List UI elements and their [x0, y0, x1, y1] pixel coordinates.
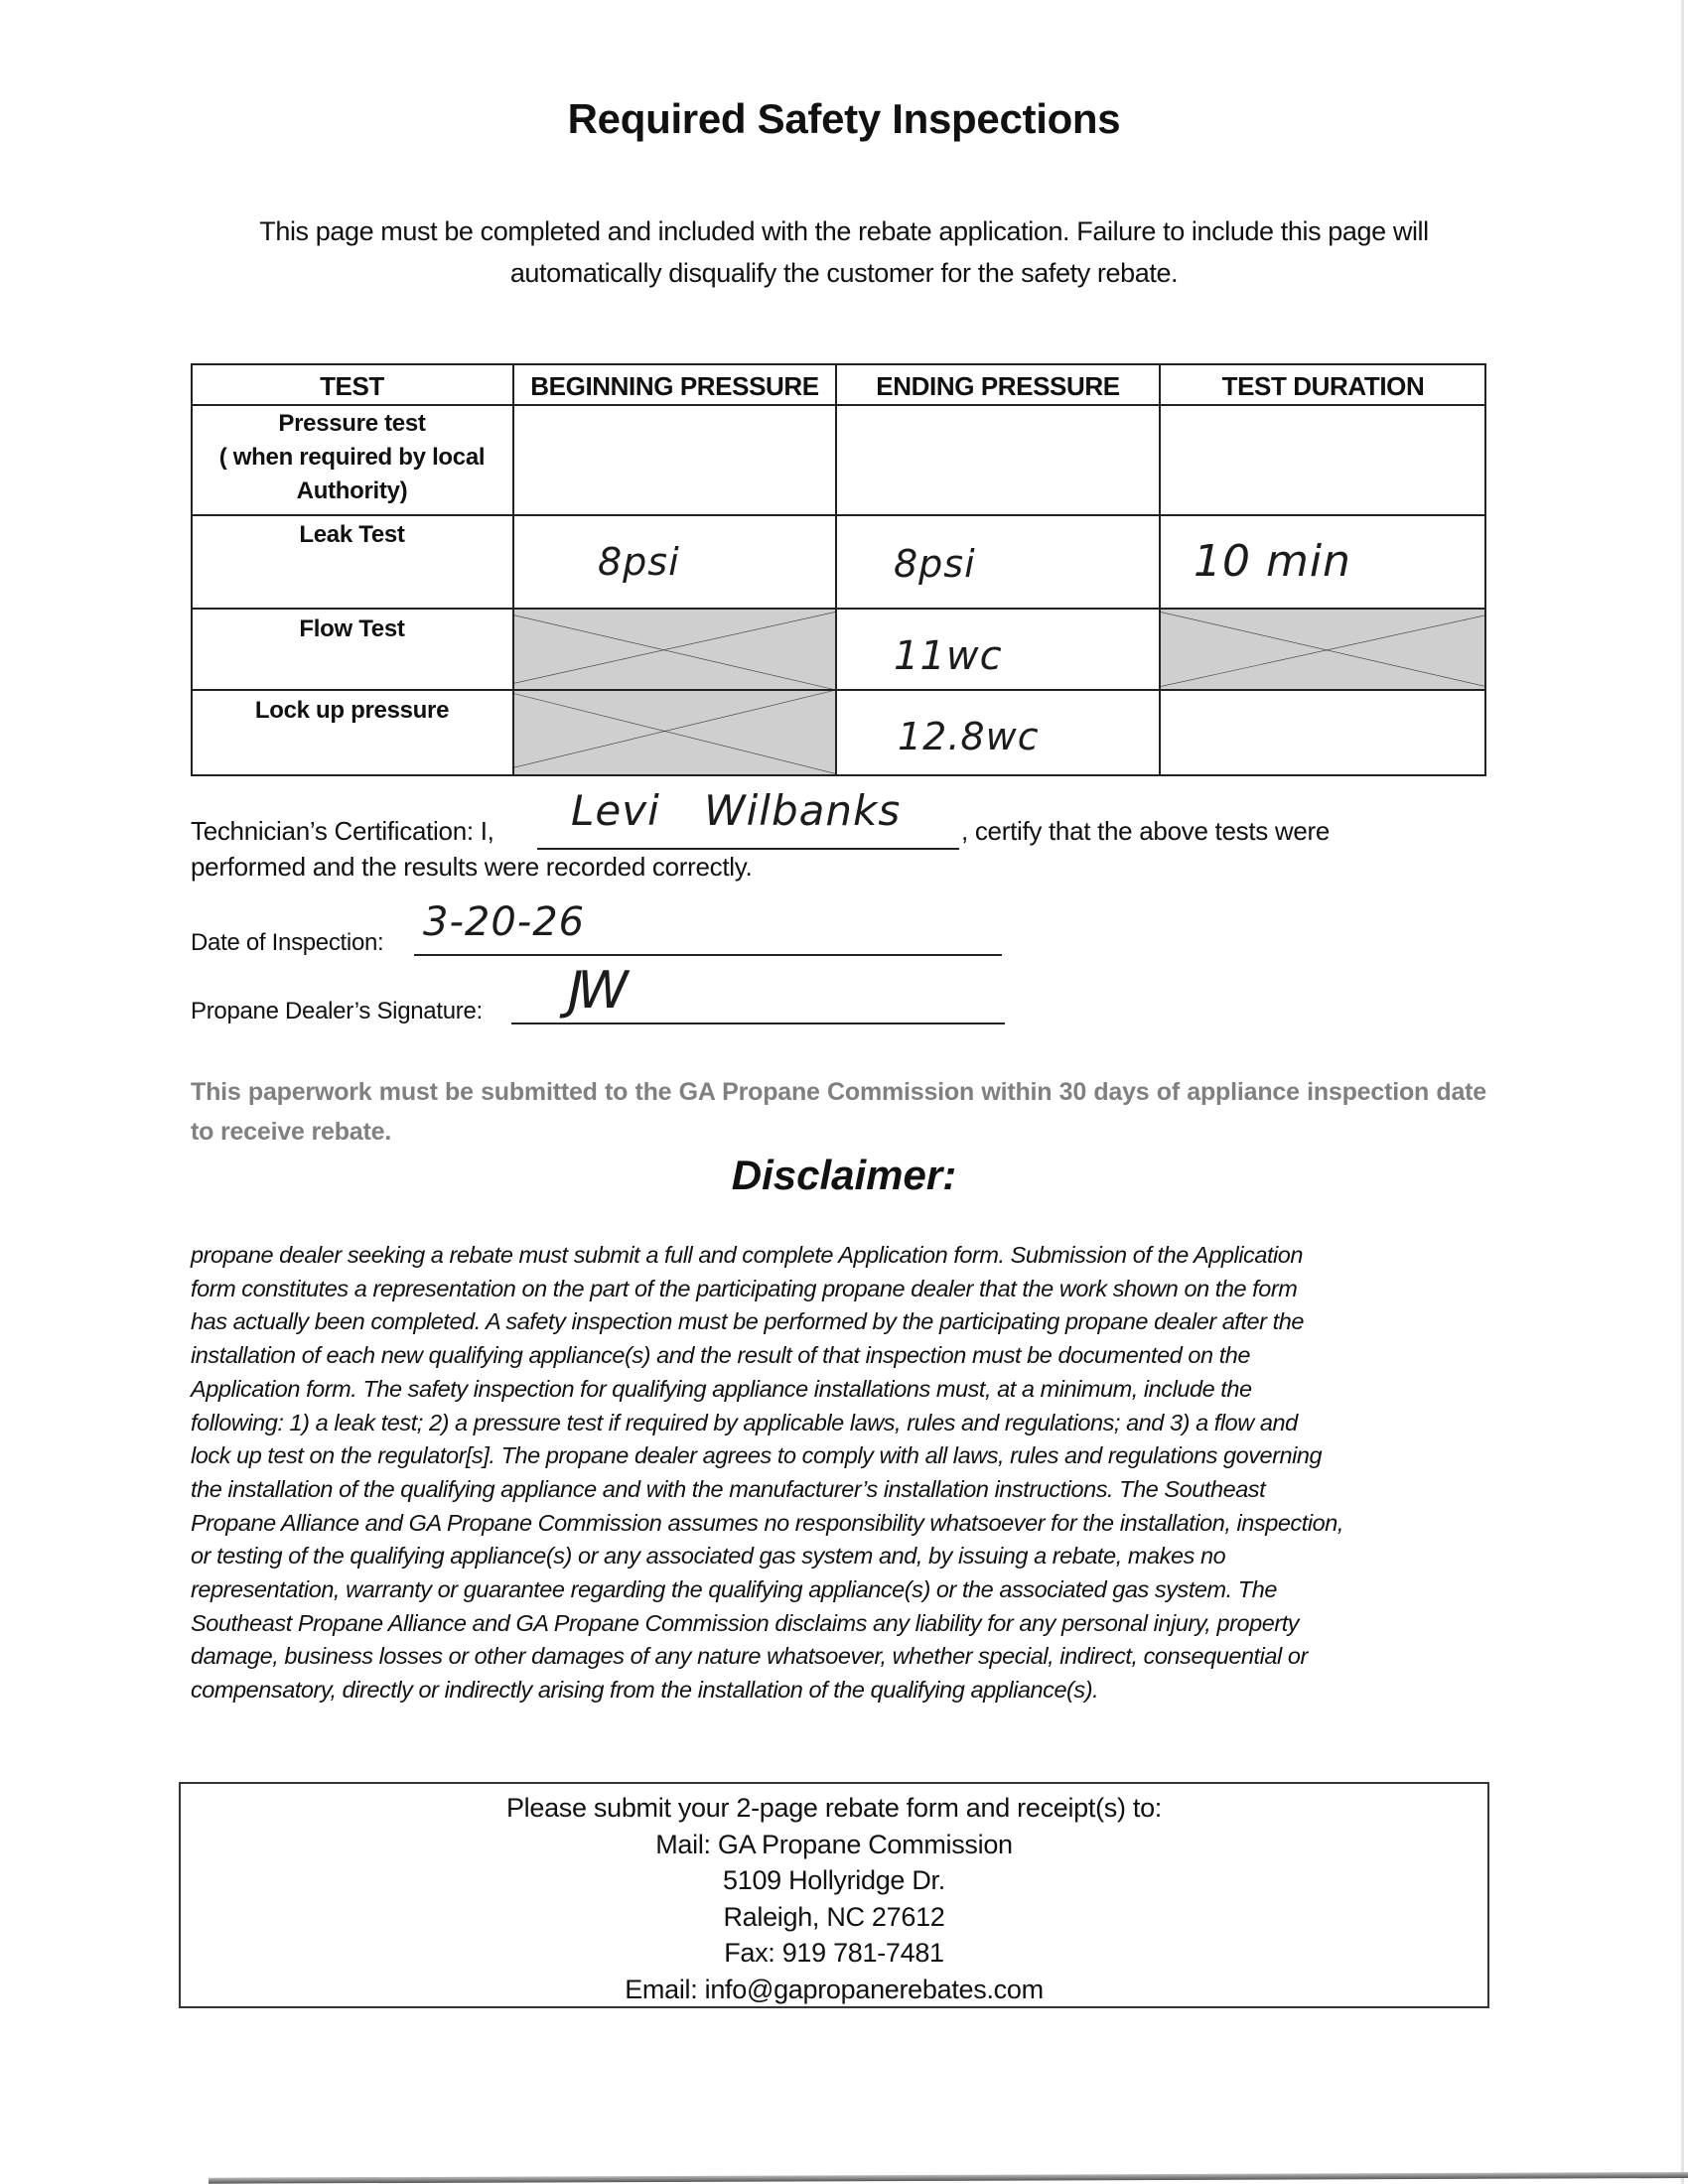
na-cell-flow-duration [1160, 609, 1486, 690]
row-label-line: Pressure test [278, 410, 426, 437]
submission-deadline-notice: This paperwork must be submitted to the GA Propane Commission within 30 days of appliance inspection date to receive rebate. [191, 1078, 1486, 1146]
submission-heading: Please submit your 2-page rebate form and receipt(s) to: [505, 1793, 1163, 1823]
disclaimer-body [191, 1239, 1496, 1707]
cross-mark-icon [513, 690, 836, 776]
disclaimer-line: following: 1) a leak test; 2) a pressure test if required by applicable laws, rules and regulations; and 3) a flow and [191, 1409, 1298, 1435]
submission-address-box [179, 1782, 1489, 2008]
date-underline [414, 954, 1002, 956]
scan-edge-bottom [209, 2172, 1688, 2184]
row-label-pressure-test [191, 407, 513, 508]
mail-recipient: Mail: GA Propane Commission [655, 1829, 1013, 1859]
leak-ending-pressure-value[interactable]: 8psi [894, 542, 976, 586]
leak-beginning-pressure-value[interactable]: 8psi [598, 540, 680, 584]
street-address: 5109 Hollyridge Dr. [723, 1865, 945, 1895]
row-label-leak-test: Leak Test [299, 521, 405, 548]
date-of-inspection-label: Date of Inspection: [191, 929, 384, 956]
signature-underline [511, 1023, 1005, 1024]
header-test: TEST [320, 371, 384, 401]
row-label-lock-up-pressure: Lock up pressure [254, 697, 450, 724]
row-label-flow-test: Flow Test [299, 615, 405, 642]
dealer-signature-field[interactable]: JW [568, 961, 623, 1021]
disclaimer-line: the installation of the qualifying appliance and with the manufacturer’s installation instructions. The Southeast [191, 1475, 1266, 1502]
certification-suffix: , certify that the above tests were [961, 816, 1331, 846]
cross-mark-icon [1160, 609, 1486, 690]
row-label-line: ( when required by local [218, 444, 486, 471]
na-cell-lockup-beginning [513, 690, 836, 776]
certification-prefix: Technician’s Certification: I, [191, 816, 494, 846]
disclaimer-line: Propane Alliance and GA Propane Commission assumes no responsibility whatsoever for the installation, inspection, [191, 1509, 1343, 1536]
header-beginning-pressure: BEGINNING PRESSURE [530, 371, 819, 401]
date-of-inspection-field[interactable]: 3-20-26 [423, 899, 586, 945]
pressure-ending-value[interactable] [836, 406, 1159, 513]
scan-edge-right [1681, 0, 1684, 2184]
row-label-line: Authority) [296, 478, 408, 504]
disclaimer-line: Southeast Propane Alliance and GA Propane Commission disclaims any liability for any personal injury, property [191, 1609, 1300, 1636]
disclaimer-line: propane dealer seeking a rebate must submit a full and complete Application form. Submission of the Application [191, 1242, 1304, 1268]
dealer-signature-label: Propane Dealer’s Signature: [191, 998, 483, 1024]
technician-name-underline [537, 848, 959, 850]
certification-line-1 [191, 816, 494, 847]
inspection-table [191, 363, 1486, 776]
disclaimer-line: or testing of the qualifying appliance(s) or any associated gas system and, by issuing a rebate, makes no [191, 1543, 1226, 1570]
table-border-bottom [191, 774, 1486, 776]
flow-ending-pressure-value[interactable]: 11wc [894, 633, 1003, 679]
disclaimer-line: installation of each new qualifying appliance(s) and the result of that inspection must be documented on the [191, 1342, 1251, 1369]
disclaimer-line: Application form. The safety inspection for qualifying appliance installations must, at a minimum, include the [191, 1375, 1252, 1402]
na-cell-flow-beginning [513, 609, 836, 690]
disclaimer-line: representation, warranty or guarantee regarding the qualifying appliance(s) or the associated gas system. The [191, 1576, 1277, 1603]
disclaimer-line: damage, business losses or other damages of any nature whatsoever, whether special, indirect, consequential or [191, 1643, 1308, 1670]
fax-number: Fax: 919 781-7481 [724, 1938, 944, 1968]
city-state-zip: Raleigh, NC 27612 [723, 1901, 945, 1932]
disclaimer-line: compensatory, directly or indirectly arising from the installation of the qualifying appliance(s). [191, 1677, 1099, 1704]
disclaimer-title: Disclaimer: [731, 1152, 957, 1198]
header-ending-pressure: ENDING PRESSURE [876, 371, 1120, 401]
lockup-test-duration-value[interactable] [1160, 691, 1485, 774]
disclaimer-line: lock up test on the regulator[s]. The propane dealer agrees to comply with all laws, rules and regulations governing [191, 1442, 1323, 1469]
email-address[interactable]: Email: info@gapropanerebates.com [625, 1974, 1044, 2004]
leak-test-duration-value[interactable]: 10 min [1194, 536, 1351, 587]
disclaimer-line: form constitutes a representation on the part of the participating propane dealer that the work shown on the form [191, 1275, 1298, 1301]
table-border-top [191, 363, 1486, 365]
intro-text: This page must be completed and included with the rebate application. Failure to include this page will automatically disqualify the customer for the safety rebate. [259, 216, 1429, 288]
cross-mark-icon [513, 609, 836, 690]
technician-name-field[interactable]: Levi Wilbanks [571, 786, 902, 835]
table-rule [191, 608, 1486, 610]
page-title: Required Safety Inspections [567, 95, 1121, 142]
pressure-beginning-value[interactable] [513, 406, 835, 513]
header-test-duration: TEST DURATION [1221, 371, 1425, 401]
lockup-ending-pressure-value[interactable]: 12.8wc [898, 715, 1040, 758]
disclaimer-line: has actually been completed. A safety inspection must be performed by the participating propane dealer after the [191, 1308, 1304, 1335]
certification-line-2: performed and the results were recorded correctly. [191, 852, 753, 882]
table-rule [191, 514, 1486, 516]
pressure-duration-value[interactable] [1160, 406, 1485, 513]
